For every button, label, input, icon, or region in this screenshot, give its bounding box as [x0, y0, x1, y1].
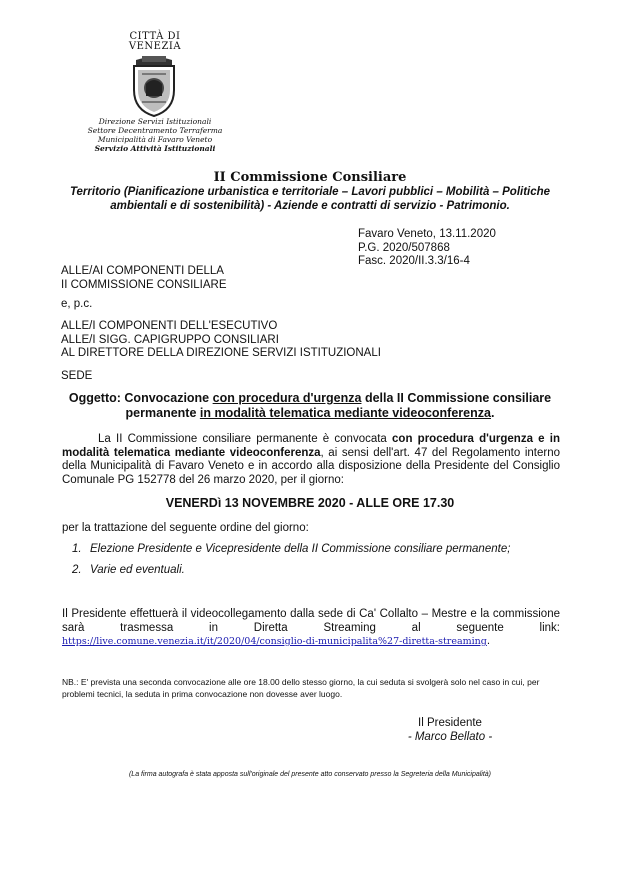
sede-label: SEDE [61, 370, 93, 382]
cc-recipients [61, 320, 381, 361]
city-line-1: CITTÀ DI [129, 31, 181, 42]
recipient-line: ALLE/I COMPONENTI DELL'ESECUTIVO [61, 320, 278, 332]
subject-end: . [490, 406, 495, 420]
stream-link[interactable]: https://live.comune.venezia.it/it/2020/04/consiglio-di-municipalita%27-diretta-streaming [62, 636, 487, 647]
office-lines [70, 117, 240, 153]
office-line: Municipalità di Favaro Veneto [97, 135, 213, 144]
city-crest-icon [122, 54, 186, 118]
intro-pre: La II Commissione consiliare permanente è convocata [98, 433, 387, 445]
subject-mode: in modalità telematica mediante videoconferenza [199, 406, 491, 420]
signature-block [380, 717, 520, 744]
protocol-number: P.G. 2020/507868 [358, 241, 450, 254]
agenda-number: 1. [72, 543, 82, 555]
agenda-list [72, 543, 510, 584]
date-block [358, 228, 496, 269]
intro-bold: con procedura d'urgenza e in modalità telematica mediante videoconferenza [62, 433, 560, 459]
signature-role: Il Presidente [418, 717, 482, 729]
stream-note [62, 608, 560, 649]
agenda-number: 2. [72, 563, 82, 576]
commission-scope: Territorio (Pianificazione urbanistica e territoriale – Lavori pubblici – Mobilità – Politiche ambientali e di sostenibilità) - Aziende e contratti di servizio - Patrimonio. [69, 186, 551, 212]
recipient-line: ALLE/I SIGG. CAPIGRUPPO CONSILIARI [61, 333, 279, 346]
recipient-line: ALLE/AI COMPONENTI DELLA [61, 265, 224, 277]
city-line-2: VENEZIA [128, 41, 182, 52]
agenda-item [72, 564, 510, 578]
meeting-date: VENERDì 13 NOVEMBRE 2020 - ALLE ORE 17.30 [165, 496, 455, 510]
stream-text: Il Presidente effettuerà il videocollegamento dalla sede di Ca' Collalto – Mestre e la commissione sarà trasmessa in Diretta Streaming al seguente link: [62, 608, 560, 634]
agenda-item [72, 543, 510, 557]
recipient-line: II COMMISSIONE CONSILIARE [61, 278, 227, 291]
commission-title: II Commissione Consiliare [213, 170, 407, 185]
subject-commission: della II Commissione consiliare permanente [125, 391, 552, 420]
signature-name: - Marco Bellato - [407, 730, 493, 743]
place-date: Favaro Veneto, 13.11.2020 [358, 228, 496, 240]
intro-paragraph [62, 433, 560, 487]
nb-note: NB.: E' prevista una seconda convocazione alle ore 18.00 dello stesso giorno, la cui seduta si svolgerà solo nel caso in cui, per problemi tecnici, la seduta in prima convocazione non dovesse aver luogo. [62, 677, 540, 699]
recipients [61, 265, 227, 292]
office-line: Settore Decentramento Terraferma [87, 126, 223, 135]
file-number: Fasc. 2020/II.3.3/16-4 [358, 255, 470, 267]
service-line: Servizio Attività Istituzionali [94, 144, 216, 153]
intro-post: , ai sensi dell'art. 47 del Regolamento interno della Municipalità di Favaro Veneto e in accordo alla disposizione della Presidente del Consiglio Comunale PG 152778 del 26 marzo 2020, per il giorno: [62, 446, 561, 486]
city-logo-title [115, 32, 195, 52]
agenda-intro: per la trattazione del seguente ordine del giorno: [62, 522, 309, 534]
subject-urgency: con procedura d'urgenza [212, 391, 362, 405]
office-line: Direzione Servizi Istituzionali [98, 117, 212, 126]
subject-label: Oggetto: Convocazione [68, 391, 210, 405]
stream-end: . [486, 635, 491, 647]
footer-note: (La firma autografa è stata apposta sull'originale del presente atto conservato presso la Segreteria della Municipalità) [128, 771, 492, 778]
agenda-text: Varie ed eventuali. [90, 563, 185, 576]
agenda-text: Elezione Presidente e Vicepresidente della II Commissione consiliare permanente; [90, 543, 511, 555]
subject [60, 391, 560, 421]
recipient-line: AL DIRETTORE DELLA DIREZIONE SERVIZI ISTITUZIONALI [61, 347, 381, 359]
cc-label: e, p.c. [61, 298, 93, 310]
